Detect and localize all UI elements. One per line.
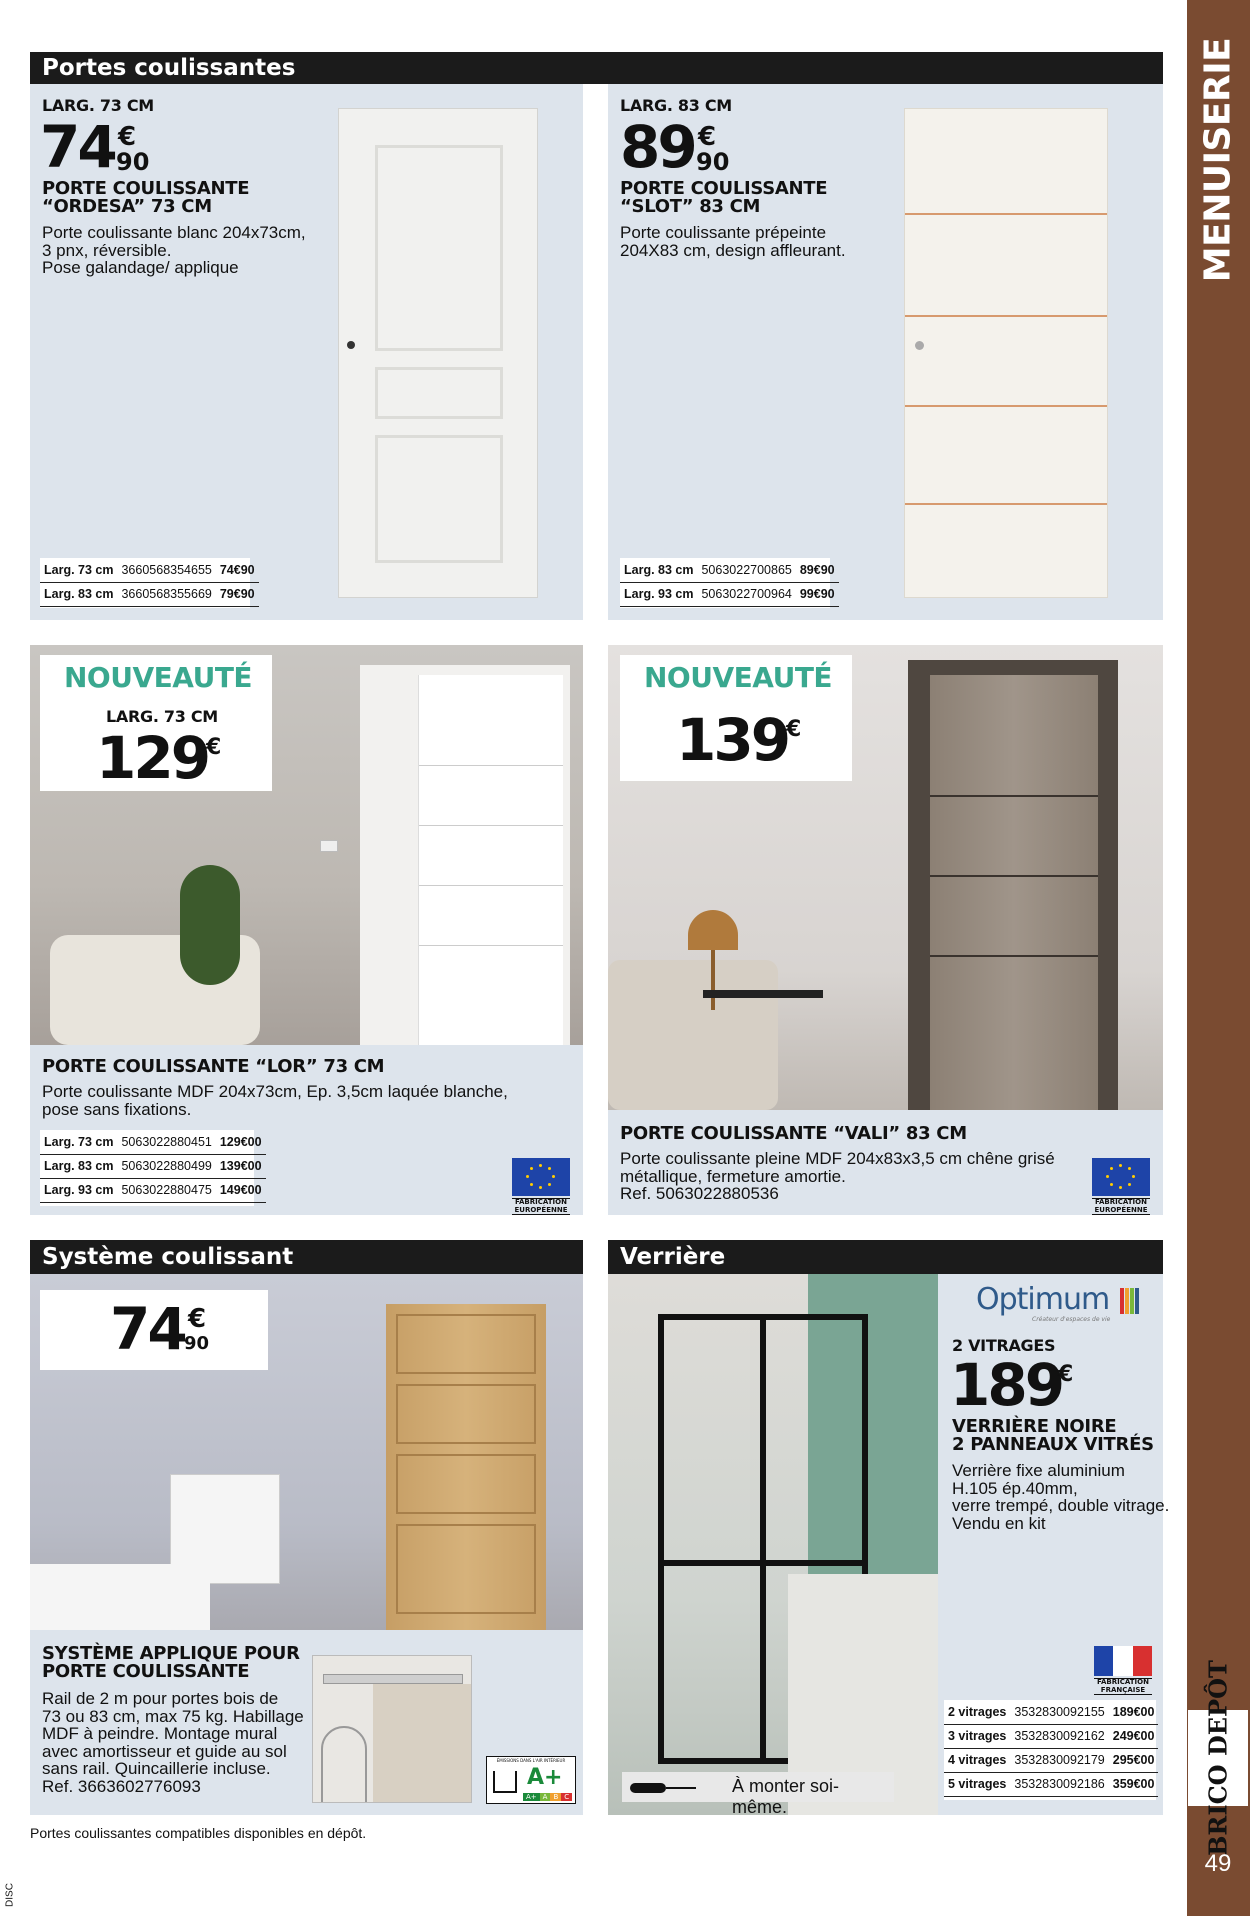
vali-description: Porte coulissante pleine MDF 204x83x3,5 cm chêne grisé métallique, fermeture amortie. Ref. 5063022880536: [620, 1149, 1055, 1203]
table-row: 5 vitrages 3532830092186 359€00: [944, 1772, 1158, 1796]
table-row: Larg. 93 cm 5063022880475 149€00: [40, 1178, 266, 1202]
ordesa-ref-table: [40, 558, 259, 607]
category-label: MENUISERIE: [1197, 37, 1239, 283]
table-row: Larg. 73 cm 3660568354655 74€90: [40, 558, 259, 582]
slot-ref-table: [620, 558, 839, 607]
systeme-product-title: SYSTÈME APPLIQUE POUR PORTE COULISSANTE: [42, 1643, 300, 1682]
vali-title: PORTE COULISSANTE “VALI” 83 CM: [620, 1123, 967, 1144]
vali-new-badge: NOUVEAUTÉ: [644, 661, 833, 694]
ordesa-door-image: [338, 108, 538, 598]
systeme-title: Système coulissant: [42, 1244, 294, 1270]
eu-flag-icon: [1092, 1158, 1150, 1196]
brico-depot-logo[interactable]: BRICO DEPÔT: [1188, 1710, 1248, 1806]
table-row: 3 vitrages 3532830092162 249€00: [944, 1724, 1158, 1748]
lor-badge-box: [40, 655, 272, 791]
page-number: 49: [1204, 1850, 1232, 1877]
eu-manufacturing-label: FABRICATION EUROPÉENNE: [512, 1158, 570, 1215]
slot-door-image: [904, 108, 1108, 598]
verriere-product-title: VERRIÈRE NOIRE 2 PANNEAUX VITRÉS: [952, 1416, 1154, 1455]
systeme-header-bar: [30, 1240, 583, 1274]
slot-description: Porte coulissante prépeinte 204X83 cm, design affleurant.: [620, 223, 846, 260]
assembly-badge: À monter soi-même.: [622, 1772, 894, 1802]
lor-description: Porte coulissante MDF 204x73cm, Ep. 3,5cm laquée blanche, pose sans fixations.: [42, 1082, 508, 1119]
eu-manufacturing-label: FABRICATION EUROPÉENNE: [1092, 1158, 1150, 1215]
house-icon: [493, 1771, 517, 1793]
table-row: Larg. 83 cm 5063022700865 89€90: [620, 558, 839, 582]
footer-note: Portes coulissantes compatibles disponibles en dépôt.: [30, 1825, 367, 1841]
ordesa-width: LARG. 73 CM: [42, 96, 154, 115]
table-row: 2 vitrages 3532830092155 189€00: [944, 1700, 1158, 1724]
verriere-header-bar: [608, 1240, 1163, 1274]
lor-width: LARG. 73 CM: [106, 707, 218, 726]
verriere-variant: 2 VITRAGES: [952, 1336, 1056, 1355]
eu-flag-icon: [512, 1158, 570, 1196]
table-row: Larg. 93 cm 5063022700964 99€90: [620, 582, 839, 606]
vali-badge-box: [620, 655, 852, 781]
table-row: Larg. 83 cm 5063022880499 139€00: [40, 1154, 266, 1178]
table-row: 4 vitrages 3532830092179 295€00: [944, 1748, 1158, 1772]
verriere-description: Verrière fixe aluminium H.105 ép.40mm, verre trempé, double vitrage. Vendu en kit: [952, 1461, 1170, 1533]
screwdriver-icon: [630, 1783, 666, 1793]
systeme-description: Rail de 2 m pour portes bois de 73 ou 83 cm, max 75 kg. Habillage MDF à peindre. Montage mural avec amortisseur et guide au sol sans rail. Quincaillerie incluse. Ref. 3663602776093: [42, 1689, 304, 1796]
section-title: Portes coulissantes: [42, 55, 296, 81]
slot-title: PORTE COULISSANTE “SLOT” 83 CM: [620, 178, 828, 217]
systeme-price: 74 € 90: [110, 1295, 210, 1363]
lor-price: 129 €: [96, 724, 222, 792]
lor-new-badge: NOUVEAUTÉ: [64, 661, 253, 694]
ordesa-price: 74 € 90: [40, 113, 150, 181]
footer-code: DISC: [4, 1883, 16, 1907]
emission-label: ÉMISSIONS DANS L'AIR INTÉRIEUR A+ A+ A B C: [486, 1756, 576, 1804]
table-row: Larg. 83 cm 3660568355669 79€90: [40, 582, 259, 606]
rail-detail-image: [312, 1655, 472, 1803]
section-header-bar: [30, 52, 1163, 84]
lor-title: PORTE COULISSANTE “LOR” 73 CM: [42, 1056, 385, 1077]
ordesa-title: PORTE COULISSANTE “ORDESA” 73 CM: [42, 178, 250, 217]
ordesa-description: Porte coulissante blanc 204x73cm, 3 pnx, réversible. Pose galandage/ applique: [42, 223, 306, 277]
table-row: Larg. 73 cm 5063022880451 129€00: [40, 1130, 266, 1154]
slot-width: LARG. 83 CM: [620, 96, 732, 115]
optimum-bars-icon: [1120, 1288, 1139, 1314]
lor-ref-table: [40, 1130, 266, 1203]
verriere-price: 189 €: [950, 1351, 1074, 1419]
verriere-ref-table: [944, 1700, 1158, 1797]
french-flag-icon: [1094, 1646, 1152, 1676]
verriere-kitchen-image: [608, 1274, 938, 1815]
fr-manufacturing-label: FABRICATION FRANÇAISE: [1094, 1646, 1152, 1695]
vali-price: 139 €: [676, 706, 802, 774]
slot-price: 89 € 90: [620, 113, 730, 181]
optimum-logo: Optimum Créateur d'espaces de vie: [976, 1282, 1156, 1326]
verriere-title: Verrière: [620, 1244, 726, 1270]
